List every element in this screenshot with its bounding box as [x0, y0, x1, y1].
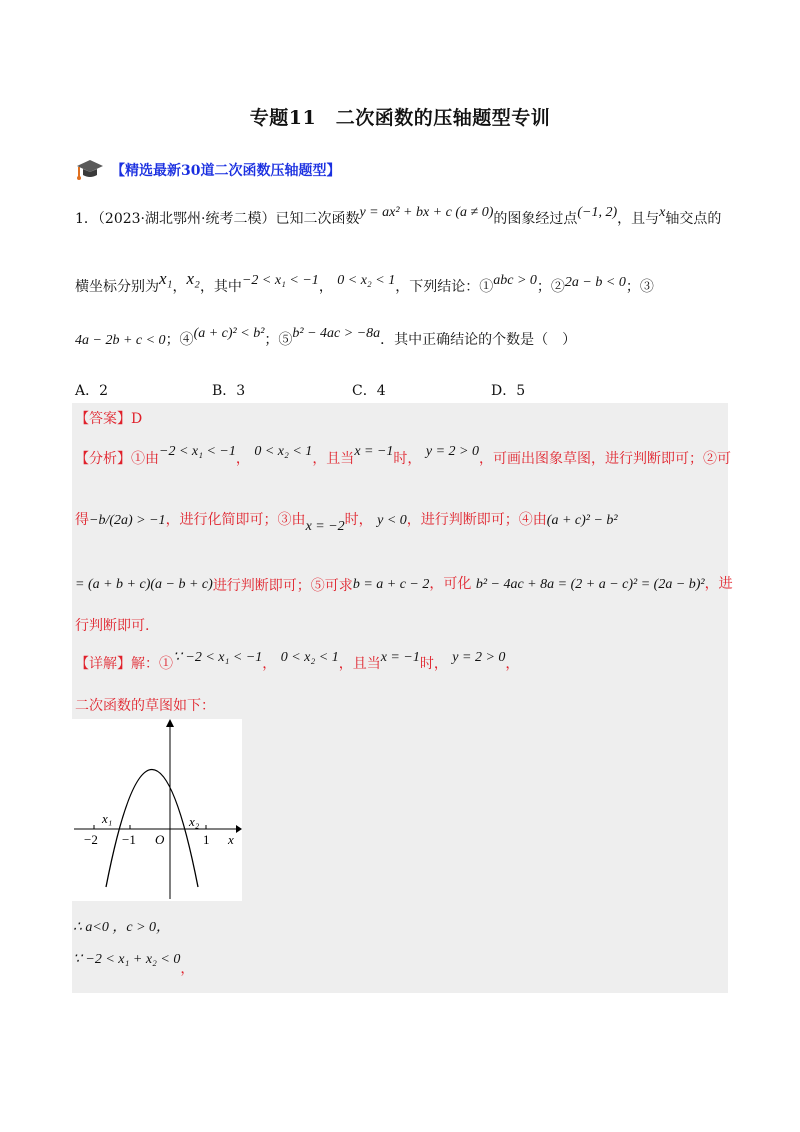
graph-label-x1: x₁: [102, 811, 113, 826]
graph-label-x-axis: x: [228, 832, 234, 847]
page-title: 专题11 二次函数的压轴题型专训: [249, 107, 551, 129]
analysis-line-4: 行判断即可.: [75, 618, 150, 634]
answer-label: 【答案】D: [75, 411, 143, 427]
detail-line-3: ∵ −2 < x₁ + x₂ < 0，: [73, 952, 195, 977]
option-a: A．2: [75, 383, 109, 399]
analysis-line-3: = (a + b + c)(a − b + c)进行判断即可；⑤可求b = a + c − 2，可化 b² − 4ac + 8a = (2 + a − c)² = (2a − b)²，进: [75, 576, 733, 594]
graph-label-neg1: −1: [122, 832, 136, 847]
graph-label-x2: x₂: [189, 814, 200, 829]
question-line-1: 1．（2023·湖北鄂州·统考二模）已知二次函数y = ax² + bx + c (a ≠ 0)的图象经过点(−1, 2)，且与x轴交点的: [75, 205, 722, 227]
analysis-line-1: 【分析】①由−2 < x₁ < −1， 0 < x₂ < 1，且当x = −1时， y = 2 > 0，可画出图象草图，进行判断即可；②可: [75, 444, 731, 467]
detail-line-1: 【详解】解：①∵ −2 < x₁ < −1， 0 < x₂ < 1，且当x = −1时， y = 2 > 0，: [75, 650, 520, 672]
graduation-cap-icon: [75, 157, 105, 183]
question-line-3: 4a − 2b + c < 0；④(a + c)² < b²；⑤b² − 4ac > −8a．其中正确结论的个数是（ ）: [75, 326, 577, 348]
parabola-curve: [106, 770, 198, 888]
graph-label-origin: O: [155, 832, 165, 847]
graph-label-neg2: −2: [84, 832, 98, 847]
question-line-2: 横坐标分别为x₁，x₂，其中−2 < x₁ < −1， 0 < x₂ < 1，下列结论：①abc > 0；②2a − b < 0；③: [75, 269, 654, 295]
x-axis-arrow-icon: [236, 825, 242, 833]
y-axis-arrow-icon: [166, 719, 174, 727]
option-d: D．5: [491, 383, 526, 399]
parabola-sketch: [72, 719, 242, 901]
option-c: C．4: [352, 383, 386, 399]
detail-line-2: ∴ a<0 ，c > 0，: [73, 920, 171, 935]
section-label: 【精选最新30道二次函数压轴题型】: [111, 163, 341, 179]
option-b: B．3: [212, 383, 246, 399]
sketch-caption: 二次函数的草图如下：: [75, 698, 215, 714]
section-header: [75, 157, 340, 183]
graph-label-one: 1: [203, 832, 210, 847]
analysis-line-2: 得−b/(2a) > −1，进行化简即可；③由x = −2时， y < 0，进行判断即可；④由(a + c)² − b²: [75, 512, 618, 534]
